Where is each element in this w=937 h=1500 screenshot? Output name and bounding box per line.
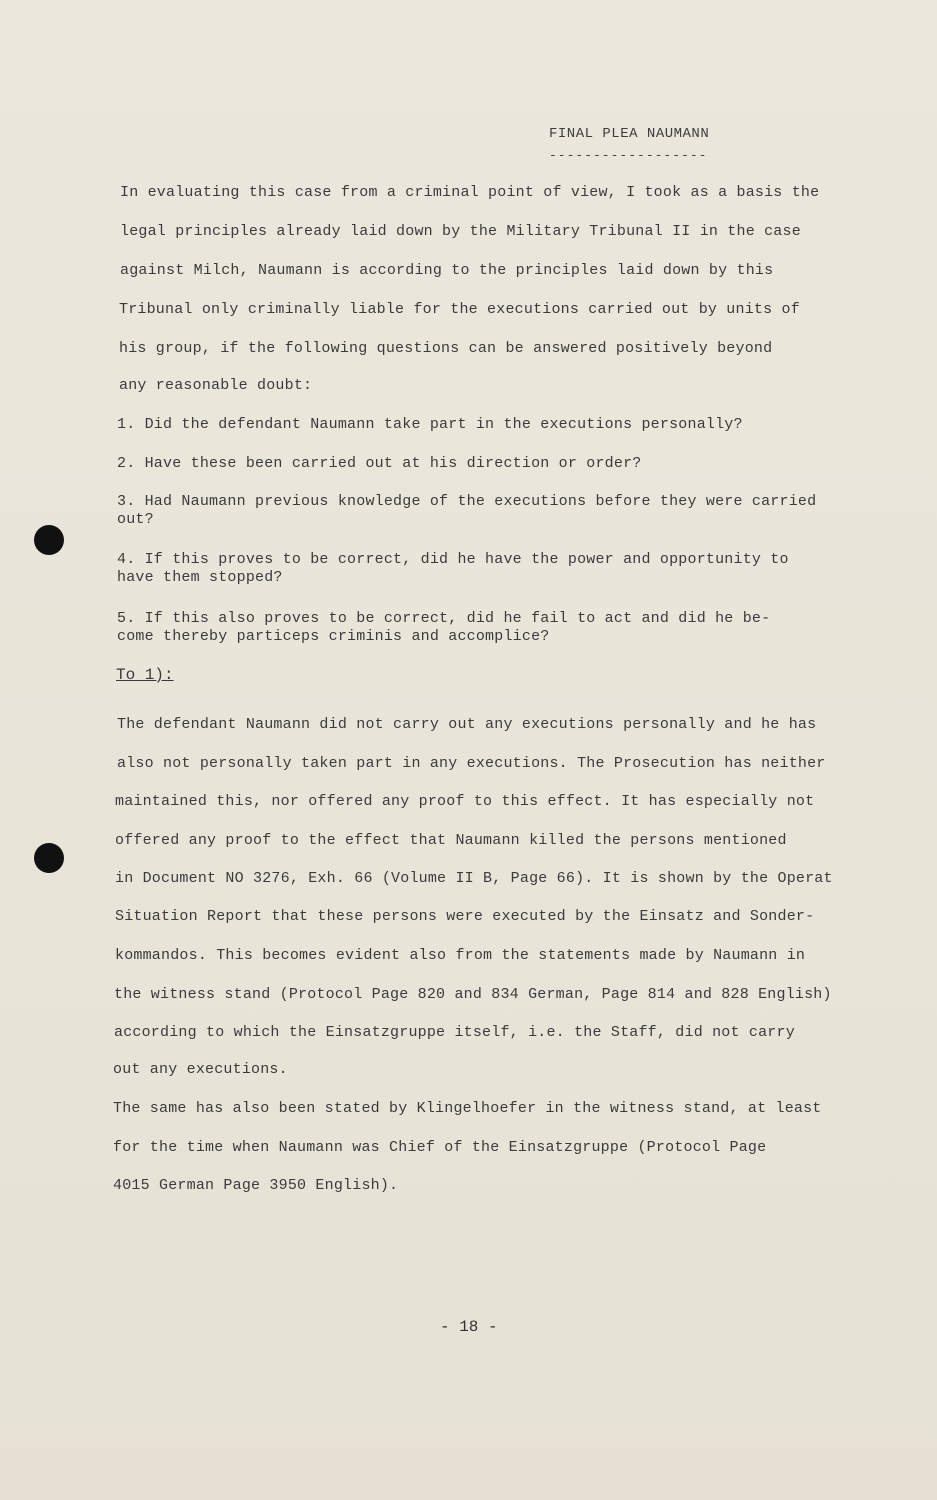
section-heading: To 1): <box>116 666 174 684</box>
paragraph-line: out any executions. <box>113 1061 288 1078</box>
paragraph-line: 4015 German Page 3950 English). <box>113 1177 399 1194</box>
punch-hole-lower <box>34 843 64 873</box>
paragraph-line: any reasonable doubt: <box>119 377 313 394</box>
question-item-continued: come thereby particeps criminis and accomplice? <box>117 628 550 645</box>
punch-hole-upper <box>34 525 64 555</box>
paragraph-line: maintained this, nor offered any proof to this effect. It has especially not <box>115 793 815 810</box>
paragraph-line: legal principles already laid down by the Military Tribunal II in the case <box>120 223 801 240</box>
paragraph-line: Tribunal only criminally liable for the executions carried out by units of <box>119 301 800 318</box>
question-item: 1. Did the defendant Naumann take part in the executions personally? <box>117 416 743 433</box>
paragraph-line: for the time when Naumann was Chief of the Einsatzgruppe (Protocol Page <box>113 1139 767 1156</box>
paragraph-line: offered any proof to the effect that Naumann killed the persons mentioned <box>115 832 787 849</box>
paragraph-line: according to which the Einsatzgruppe itself, i.e. the Staff, did not carry <box>114 1024 795 1041</box>
question-item: 2. Have these been carried out at his direction or order? <box>117 455 642 472</box>
question-item: 3. Had Naumann previous knowledge of the executions before they were carried <box>117 493 817 510</box>
paragraph-line: The same has also been stated by Klingelhoefer in the witness stand, at least <box>113 1100 822 1117</box>
paragraph-line: kommandos. This becomes evident also from the statements made by Naumann in <box>115 947 806 964</box>
question-item: 5. If this also proves to be correct, did he fail to act and did he be- <box>117 610 771 627</box>
question-item-continued: have them stopped? <box>117 569 283 586</box>
title-underline: ------------------ <box>549 148 708 163</box>
paragraph-line: In evaluating this case from a criminal point of view, I took as a basis the <box>120 184 820 201</box>
paragraph-line: The defendant Naumann did not carry out any executions personally and he has <box>117 716 817 733</box>
paragraph-line: against Milch, Naumann is according to the principles laid down by this <box>120 262 774 279</box>
question-item: 4. If this proves to be correct, did he have the power and opportunity to <box>117 551 789 568</box>
document-title: FINAL PLEA NAUMANN <box>549 126 710 142</box>
paragraph-line: also not personally taken part in any executions. The Prosecution has neither <box>117 755 826 772</box>
question-item-continued: out? <box>117 511 154 528</box>
paragraph-line: in Document NO 3276, Exh. 66 (Volume II B, Page 66). It is shown by the Operat <box>115 870 833 887</box>
paragraph-line: the witness stand (Protocol Page 820 and 834 German, Page 814 and 828 English) <box>114 986 832 1003</box>
paragraph-line: his group, if the following questions can be answered positively beyond <box>119 340 773 357</box>
page-number: - 18 - <box>440 1318 498 1336</box>
paragraph-line: Situation Report that these persons were executed by the Einsatz and Sonder- <box>115 908 815 925</box>
